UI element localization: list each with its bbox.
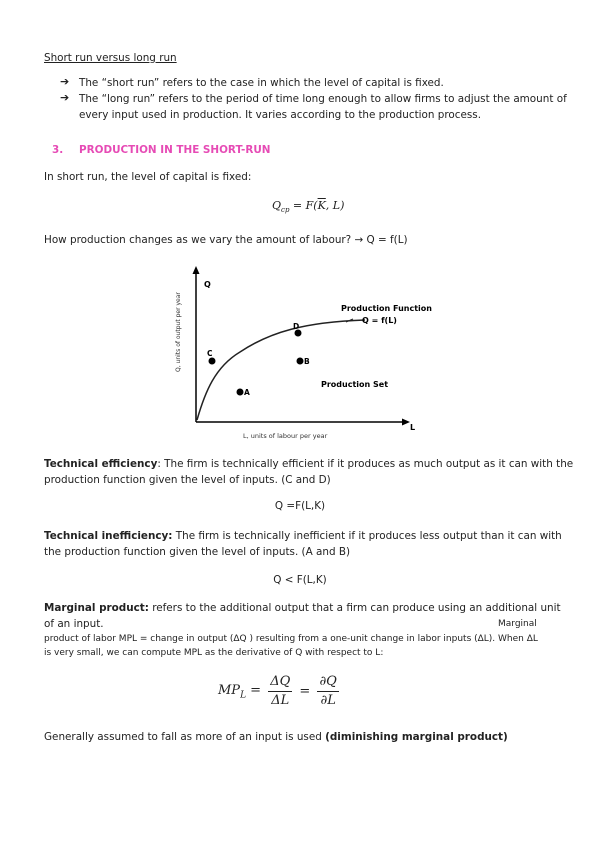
tech-inefficiency-line2: the production function given the level of inputs. (A and B)	[44, 546, 351, 558]
marginal-product-line4: is very small, we can compute MPL as the derivative of Q with respect to L:	[44, 648, 384, 658]
short-run-text: In short run, the level of capital is fixed:	[44, 171, 252, 183]
point-a-label: A	[244, 388, 250, 397]
marginal-product-text: refers to the additional output that a firm can produce using an additional unit	[148, 602, 561, 614]
tech-efficiency-equation: Q =F(L,K)	[274, 500, 326, 512]
list-item-continuation	[60, 107, 580, 123]
closing-bold: (diminishing marginal product)	[325, 731, 508, 743]
list-item	[60, 75, 580, 91]
point-c-label: C	[207, 349, 213, 358]
arrow-bullet-icon: ➔	[60, 91, 70, 104]
y-axis-label: Q, units of output per year	[175, 292, 182, 372]
production-function-curve	[197, 320, 365, 420]
bullet-text: The “long run” refers to the period of time long enough to allow firms to adjust the amount of	[79, 93, 567, 105]
tech-efficiency-line1	[44, 456, 573, 472]
production-function-figure	[170, 262, 432, 444]
marginal-product-term: Marginal product:	[44, 602, 149, 614]
marginal-product-line2-right: Marginal	[498, 619, 537, 629]
question-text: How production changes as we vary the amount of labour? → Q = f(L)	[44, 234, 408, 246]
section-number: 3.	[52, 144, 64, 156]
tech-inefficiency-term: Technical inefficiency:	[44, 530, 173, 542]
list-item	[60, 91, 580, 107]
pf-equation: Q = f(L)	[362, 316, 397, 325]
section-title: PRODUCTION IN THE SHORT-RUN	[79, 144, 271, 156]
formula-production-short-run: $Q_{cp} = F(\overline{K}$, L)	[272, 199, 345, 215]
bullet-text: The “short run” refers to the case in which the level of capital is fixed.	[79, 77, 444, 89]
marginal-product-line3: product of labor MPL = change in output (ΔQ ) resulting from a one-unit change in labor inputs (ΔL). When ΔL	[44, 634, 538, 644]
marginal-product-line1	[44, 600, 561, 616]
x-axis-label: L, units of labour per year	[243, 432, 328, 440]
point-a	[237, 389, 244, 396]
y-axis-letter: Q	[204, 280, 211, 289]
closing-line	[44, 729, 508, 745]
pf-label: Production Function	[341, 304, 432, 313]
x-axis-letter: L	[410, 423, 416, 432]
closing-text: Generally assumed to fall as more of an input is used	[44, 731, 326, 743]
point-b	[297, 358, 304, 365]
tech-efficiency-line2: production function given the level of inputs. (C and D)	[44, 474, 331, 486]
bullet-text: every input used in production. It varies according to the production process.	[79, 109, 482, 121]
y-axis-arrowhead	[193, 266, 200, 274]
point-b-label: B	[304, 357, 310, 366]
bullet-list	[60, 75, 580, 123]
tech-inefficiency-equation: Q < F(L,K)	[273, 574, 327, 586]
point-c	[209, 358, 216, 365]
tech-inefficiency-line1	[44, 528, 562, 544]
marginal-product-line2: of an input.	[44, 618, 104, 630]
tech-efficiency-text: : The firm is technically efficient if it produces as much output as it can with the	[157, 458, 574, 470]
point-d-label: D	[293, 322, 300, 331]
section-link[interactable]: Short run versus long run	[44, 52, 177, 64]
arrow-bullet-icon: ➔	[60, 75, 70, 88]
tech-inefficiency-text: The firm is technically inefficient if it produces less output than it can with	[172, 530, 562, 542]
production-set-label: Production Set	[321, 380, 389, 389]
formula-marginal-product: $MP_L$ = $\frac{\Delta Q}{\Delta L}$ = $\frac{\partial Q}{\partial L}$	[218, 674, 337, 708]
tech-efficiency-term: Technical efficiency	[44, 458, 158, 470]
x-axis-arrowhead	[402, 419, 410, 426]
